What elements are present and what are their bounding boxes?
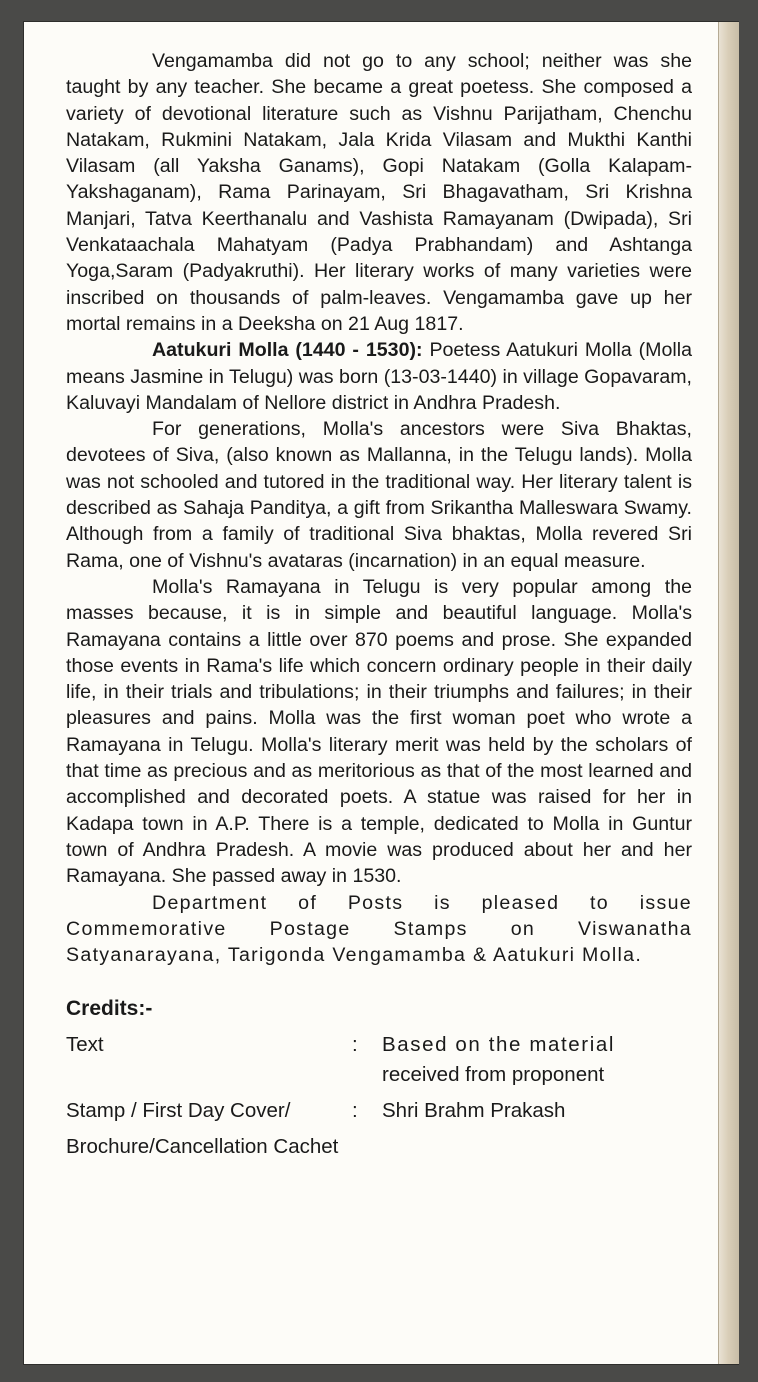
credit-row-stamp [66, 1096, 692, 1126]
credit-value-stamp: Shri Brahm Prakash [382, 1099, 566, 1123]
molla-intro-text: Poetess Aatukuri Molla (Molla means Jasmine in Telugu) was born (13-03-1440) in village Gopavaram, Kaluvayi Mandalam of Nellore district in Andhra Pradesh. [66, 339, 692, 414]
paragraph-vengamamba: Vengamamba did not go to any school; neither was she taught by any teacher. She became a great poetess. She composed a variety of devotional literature such as Vishnu Parijatham, Chenchu Natakam, Rukmini Natakam, Jala Krida Vilasam and Mukthi Kanthi Vilasam (all Yaksha Ganams), Gopi Natakam (Golla Kalapam-Yakshaganam), Rama Parinayam, Sri Bhagavatham, Sri Krishna Manjari, Tatva Keerthanalu and Vashista Ramayanam (Dwipada), Sri Venkataachala Mahatyam (Padya Prabhandam) and Ashtanga Yoga,Saram (Padyakruthi). Her literary works of many varieties were inscribed on thousands of palm-leaves. Vengamamba gave up her mortal remains in a Deeksha on 21 Aug 1817. [66, 50, 692, 335]
credits-title: Credits:- [66, 997, 153, 1021]
credit-label-text: Text [66, 1033, 104, 1057]
paragraph-generations: For generations, Molla's ancestors were Siva Bhaktas, devotees of Siva, (also known as Mallanna, in the Telugu lands). Molla was not schooled and tutored in the traditional way. Her literary talent is described as Sahaja Panditya, a gift from Srikantha Malleswara Swamy. Although from a family of traditional Siva bhaktas, Molla revered Sri Rama, one of Vishnu's avataras (incarnation) in an equal measure. [66, 418, 692, 572]
credit-row-text [66, 1030, 692, 1060]
paragraph-molla-intro [66, 337, 692, 416]
credit-value-text-line2: received from proponent [382, 1063, 605, 1087]
molla-heading: Aatukuri Molla (1440 - 1530): [152, 339, 423, 362]
credit-separator: : [352, 1099, 358, 1123]
credit-label-brochure: Brochure/Cancellation Cachet [66, 1135, 339, 1159]
paragraph-ramayana: Molla's Ramayana in Telugu is very popular among the masses because, it is in simple and beautiful language. Molla's Ramayana contains a little over 870 poems and prose. She expanded those events in Rama's life which concern ordinary people in their daily life, in their trials and tribulations; in their triumphs and failures; in their pleasures and pains. Molla was the first woman poet who wrote a Ramayana in Telugu. Molla's literary merit was held by the scholars of that time as precious and as meritorious as that of the most learned and accomplished and decorated poets. A statue was raised for her in Kadapa town in A.P. There is a temple, dedicated to Molla in Guntur town of Andhra Pradesh. A movie was produced about her and her Ramayana. She passed away in 1530. [66, 575, 692, 888]
credit-label-stamp: Stamp / First Day Cover/ [66, 1099, 291, 1123]
page-edge [718, 22, 739, 1364]
brochure-text [66, 48, 692, 1162]
credit-value-text-line1: Based on the material [382, 1033, 616, 1057]
paragraph-closing: Department of Posts is pleased to issue Commemorative Postage Stamps on Viswanatha Satyanarayana, Tarigonda Vengamamba & Aatukuri Molla. [66, 891, 692, 967]
credit-separator: : [352, 1033, 358, 1057]
